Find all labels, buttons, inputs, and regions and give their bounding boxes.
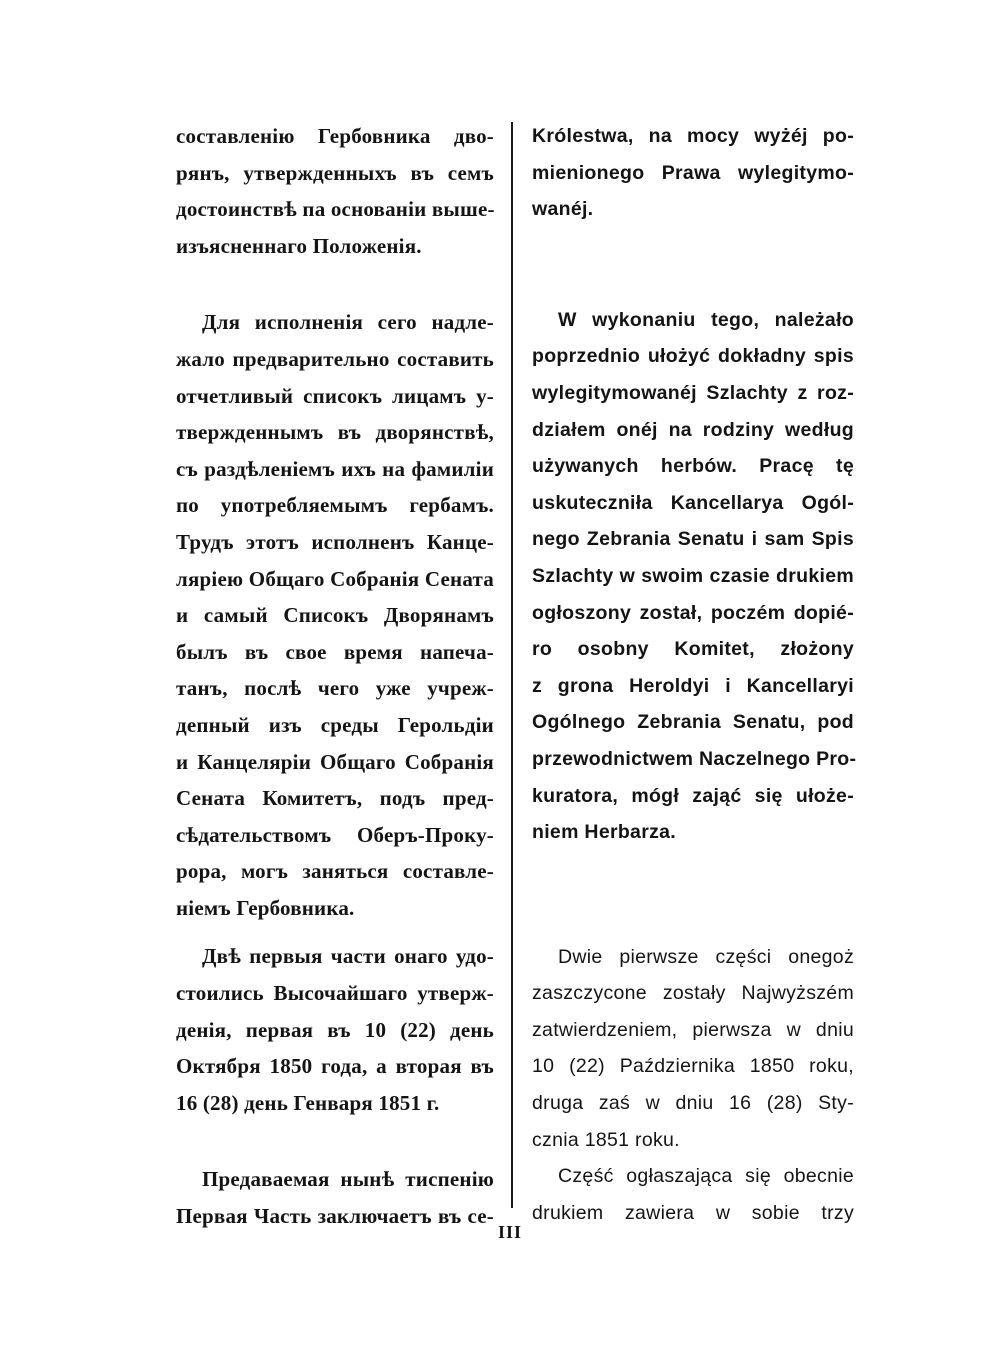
- text-line: wanéj.: [532, 198, 594, 221]
- text-line: Первая Часть заключаетъ въ се-: [176, 1204, 494, 1229]
- paragraph-gap: [532, 228, 854, 302]
- page-number: III: [497, 1222, 522, 1242]
- text-line: сѣдательствомъ Оберъ-Проку-: [176, 822, 494, 847]
- text-line: zatwierdzeniem, pierwsza w dniu: [532, 1018, 854, 1041]
- paragraph-gap: [176, 1121, 494, 1161]
- text-line: z grona Heroldyi i Kancellaryi: [532, 674, 854, 697]
- text-line: денія, первая въ 10 (22) день: [176, 1017, 494, 1042]
- text-line: zaszczycone zostały Najwyższém: [532, 982, 854, 1005]
- text-line: Część ogłaszająca się obecnie: [558, 1165, 854, 1188]
- text-line: Трудъ этотъ исполненъ Канце-: [176, 529, 494, 554]
- text-line: и самый Списокъ Дворянамъ: [176, 603, 494, 628]
- text-line: niem Herbarza.: [532, 821, 677, 844]
- text-line: жало предварительно составить: [176, 346, 494, 371]
- russian-column: [176, 118, 494, 1235]
- text-line: твержденнымъ въ дворянствѣ,: [176, 420, 494, 445]
- text-line: Ogólnego Zebrania Senatu, pod: [532, 711, 854, 734]
- text-line: wylegitymowanéj Szlachty z roz-: [532, 381, 854, 404]
- text-line: druga zaś w dniu 16 (28) Sty-: [532, 1092, 854, 1115]
- text-line: изъясненнаго Положенія.: [176, 233, 422, 258]
- paragraph-pl-3: [532, 939, 854, 1159]
- text-line: drukiem zawiera w sobie trzy: [532, 1201, 854, 1224]
- paragraph-ru-3: [176, 938, 494, 1121]
- paragraph-gap: [532, 851, 854, 939]
- polish-column: [532, 118, 857, 1231]
- paragraph-gap: [176, 264, 494, 304]
- text-line: съ раздѣленіемъ ихъ на фамиліи: [176, 456, 494, 481]
- text-line: танъ, послѣ чего уже учреж-: [176, 676, 494, 701]
- text-line: 10 (22) Października 1850 roku,: [532, 1055, 854, 1078]
- text-line: Двѣ первыя части онаго удо-: [202, 944, 494, 969]
- text-line: Dwie pierwsze części onegoż: [558, 945, 854, 968]
- paragraph-pl-1: [532, 118, 854, 228]
- text-line: достоинствѣ па основаніи выше-: [176, 197, 495, 222]
- text-line: uskuteczniła Kancellarya Ogól-: [532, 491, 854, 514]
- paragraph-pl-2: [532, 302, 857, 851]
- text-line: по употребляемымъ гербамъ.: [176, 493, 494, 518]
- text-line: рянъ, утвержденныхъ въ семъ: [176, 160, 494, 185]
- paragraph-pl-4: [532, 1158, 854, 1231]
- text-line: ro osobny Komitet, złożony: [532, 638, 854, 661]
- text-line: Szlachty w swoim czasie drukiem: [532, 564, 854, 587]
- text-line: używanych herbów. Pracę tę: [532, 455, 854, 478]
- text-line: kuratora, mógł zająć się ułoże-: [532, 784, 854, 807]
- text-line: Для исполненія сего надле-: [202, 310, 494, 335]
- text-line: рора, могъ заняться составле-: [176, 859, 494, 884]
- text-line: отчетливый списокъ лицамъ у-: [176, 383, 494, 408]
- text-line: ляріею Общаго Собранія Сената: [176, 566, 494, 591]
- text-line: ніемъ Гербовника.: [176, 895, 355, 920]
- text-line: Предаваемая нынѣ тиспенію: [202, 1167, 494, 1192]
- text-line: Królestwa, na mocy wyżéj po-: [532, 125, 854, 147]
- paragraph-ru-1: [176, 118, 494, 264]
- text-line: działem onéj na rodziny według: [532, 418, 854, 441]
- text-line: составленію Гербовника дво-: [176, 124, 494, 148]
- column-divider: [511, 122, 513, 1208]
- text-line: poprzednio ułożyć dokładny spis: [532, 345, 854, 368]
- text-line: mienionego Prawa wylegitymo-: [532, 161, 854, 184]
- paragraph-gap: [176, 926, 494, 938]
- text-line: ogłoszony został, poczém dopié-: [532, 601, 854, 624]
- text-line: Сената Комитетъ, подъ пред-: [176, 786, 494, 811]
- text-line: Октября 1850 года, а вторая въ: [176, 1054, 494, 1079]
- text-line: былъ въ свое время напеча-: [176, 639, 494, 664]
- text-line: W wykonaniu tego, należało: [558, 308, 854, 331]
- paragraph-ru-2: [176, 304, 494, 926]
- text-line: nego Zebrania Senatu i sam Spis: [532, 528, 854, 551]
- paragraph-ru-4: [176, 1161, 494, 1234]
- text-line: przewodnictwem Naczelnego Pro-: [532, 747, 857, 770]
- text-line: cznia 1851 roku.: [532, 1128, 680, 1151]
- text-line: 16 (28) день Генваря 1851 г.: [176, 1090, 440, 1115]
- text-line: депный изъ среды Герольдіи: [176, 712, 494, 737]
- text-line: и Канцеляріи Общаго Собранія: [176, 749, 494, 774]
- text-line: стоились Высочайшаго утверж-: [176, 981, 494, 1006]
